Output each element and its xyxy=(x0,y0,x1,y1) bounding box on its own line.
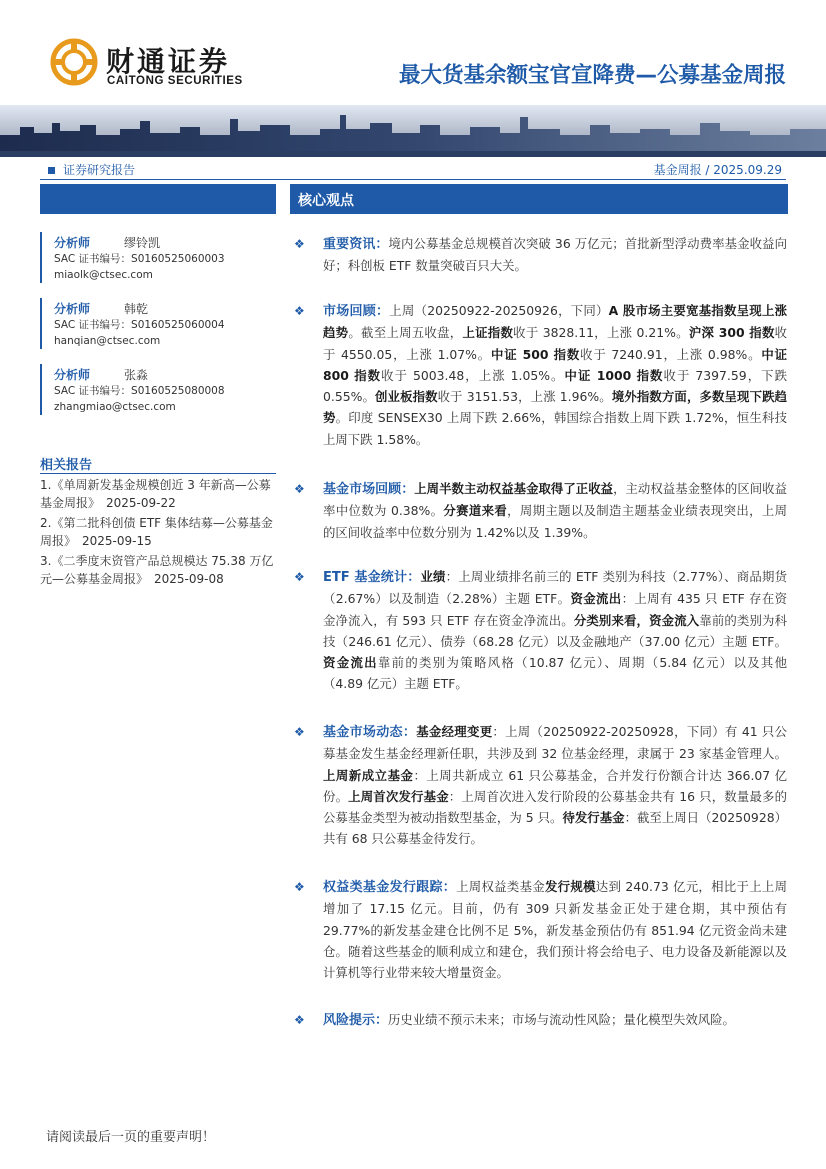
analyst-name: 缪铃凯 xyxy=(124,236,161,250)
risk-warning-paragraph: 风险提示：历史业绩不预示未来；市场与流动性风险；量化模型失效风险。 xyxy=(323,1012,735,1028)
diamond-bullet-icon: ❖ xyxy=(294,482,305,496)
key-news-paragraph: 重要资讯：境内公募基金总规模首次突破 36 万亿元；首批新型浮动费率基金收益向好；科创板 ETF 数量突破百只大关。 xyxy=(323,236,787,274)
risk-warning-heading: 风险提示： xyxy=(323,1013,389,1028)
analyst-role: 分析师 xyxy=(54,368,91,382)
fund-market-dynamics-paragraph: 基金市场动态：基金经理变更：上周（20250922-20250928，下同）有 41 只公募基金发生基金经理新任职，共涉及到 32 位基金经理，隶属于 23 家基金管理人。上周新成立基金：上周共新成立 61 只公募基金，合并发行份额合计达 366.07 亿份。上周首次发行基金：上周首次进入发行阶段的公募基金共有 16 只，数量最多的公募基金类型为被动指数型基金，为 5 只。待发行基金：截至上周日（20250928）共有 68 只公募基金待发行。 xyxy=(323,724,788,847)
analyst-email[interactable]: hanqian@ctsec.com xyxy=(54,335,161,347)
equity-fund-issuance-paragraph: 权益类基金发行跟踪：上周权益类基金发行规模达到 240.73 亿元，相比于上上周增加了 17.15 亿元。目前，仍有 309 只新发基金正处于建仓期，其中预估有 29.77%的新发基金建仓比例不足 5%，新发基金预估仍有 851.94 亿元资金尚未建仓。随着这些基金的顺利成立和建仓，我们预计将会给电子、电力设备及新能源以及计算机等行业带来较大增量资金。 xyxy=(323,879,787,981)
related-report-item[interactable]: 2.《第二批科创债 ETF 集体结募—公募基金周报》 2025-09-15 xyxy=(40,516,273,548)
etf-statistics-paragraph: ETF 基金统计：业绩：上周业绩排名前三的 ETF 类别为科技（2.77%）、商品期货（2.67%）以及制造（2.28%）主题 ETF。资金流出：上周有 435 只 ETF 存在资金净流入，有 593 只 ETF 存在资金净流出。分类别来看，资金流入靠前的类别为科技（246.61 亿元）、债券（68.28 亿元）以及金融地产（37.00 亿元）主题 ETF。资金流出靠前的类别为策略风格（10.87 亿元）、周期（5.84 亿元）以及其他（4.89 亿元）主题 ETF。 xyxy=(323,569,788,692)
market-review-paragraph: 市场回顾：上周（20250922-20250926，下同）A 股市场主要宽基指数呈现上涨趋势。截至上周五收盘，上证指数收于 3828.11，上涨 0.21%。沪深 300 指数收于 4550.05，上涨 1.07%。中证 500 指数收于 7240.91，上涨 0.98%。中证 800 指数收于 5003.48，上涨 1.05%。中证 1000 指数收于 7397.59，下跌 0.55%。创业板指数收于 3151.53，上涨 1.96%。境外指数方面，多数呈现下跌趋势。印度 SENSEX30 上周下跌 2.66%，韩国综合指数上周下跌 1.72%，恒生科技上周下跌 1.58%。 xyxy=(323,303,788,447)
diamond-bullet-icon: ❖ xyxy=(294,304,305,318)
diamond-bullet-icon: ❖ xyxy=(294,237,305,251)
diamond-bullet-icon: ❖ xyxy=(294,880,305,894)
analyst-card xyxy=(40,298,276,349)
core-viewpoints-title: 核心观点 xyxy=(298,193,354,209)
core-viewpoints-header xyxy=(290,184,788,214)
diamond-bullet-icon: ❖ xyxy=(294,725,305,739)
fund-market-dynamics-heading: 基金市场动态： xyxy=(323,725,417,740)
company-logo-icon xyxy=(50,38,98,86)
subheader-divider xyxy=(40,179,786,180)
related-reports-divider xyxy=(40,473,276,474)
related-reports-list xyxy=(40,476,278,590)
report-category xyxy=(40,161,135,178)
logo-chinese-name: 财通证券 xyxy=(106,45,231,78)
analyst-name: 韩乾 xyxy=(124,302,149,316)
disclaimer-notice: 请阅读最后一页的重要声明！ xyxy=(46,1130,216,1145)
analyst-card xyxy=(40,364,276,415)
analyst-email[interactable]: zhangmiao@ctsec.com xyxy=(54,401,176,413)
equity-fund-issuance-heading: 权益类基金发行跟踪： xyxy=(323,880,457,895)
analyst-role: 分析师 xyxy=(54,302,91,316)
diamond-bullet-icon: ❖ xyxy=(294,570,305,584)
key-news-heading: 重要资讯： xyxy=(323,237,389,252)
city-skyline-banner xyxy=(0,105,826,157)
analyst-email[interactable]: miaolk@ctsec.com xyxy=(54,269,153,281)
etf-statistics-heading: ETF 基金统计： xyxy=(323,570,421,585)
report-subheader xyxy=(40,158,786,180)
analyst-name: 张淼 xyxy=(124,368,149,382)
analyst-role: 分析师 xyxy=(54,236,91,250)
company-logo xyxy=(50,38,250,94)
report-title: 最大货基余额宝官宣降费—公募基金周报 xyxy=(398,63,786,88)
market-review-heading: 市场回顾： xyxy=(323,304,390,319)
related-report-item[interactable]: 1.《单周新发基金规模创近 3 年新高—公募基金周报》 2025-09-22 xyxy=(40,478,271,510)
related-report-item[interactable]: 3.《二季度末资管产品总规模达 75.38 万亿元—公募基金周报》 2025-09-08 xyxy=(40,554,274,586)
analyst-card xyxy=(40,232,276,283)
analyst-sac-number: SAC 证书编号：S0160525080008 xyxy=(54,385,225,397)
fund-market-review-paragraph: 基金市场回顾：上周半数主动权益基金取得了正收益，主动权益基金整体的区间收益率中位数为 0.38%。分赛道来看，周期主题以及制造主题基金业绩表现突出，上周的区间收益率中位数分别为 1.42%以及 1.39%。 xyxy=(323,481,788,540)
report-category-label: 证券研究报告 xyxy=(63,163,136,177)
related-reports-title: 相关报告 xyxy=(40,458,93,473)
analyst-sac-number: SAC 证书编号：S0160525060004 xyxy=(54,319,225,331)
diamond-bullet-icon: ❖ xyxy=(294,1013,305,1027)
analyst-sac-number: SAC 证书编号：S0160525060003 xyxy=(54,253,225,265)
fund-market-review-heading: 基金市场回顾： xyxy=(323,482,415,497)
logo-english-name: CAITONG SECURITIES xyxy=(107,75,243,87)
report-type-date: 基金周报 / 2025.09.29 xyxy=(653,163,782,177)
sidebar-header-bar xyxy=(40,184,276,214)
